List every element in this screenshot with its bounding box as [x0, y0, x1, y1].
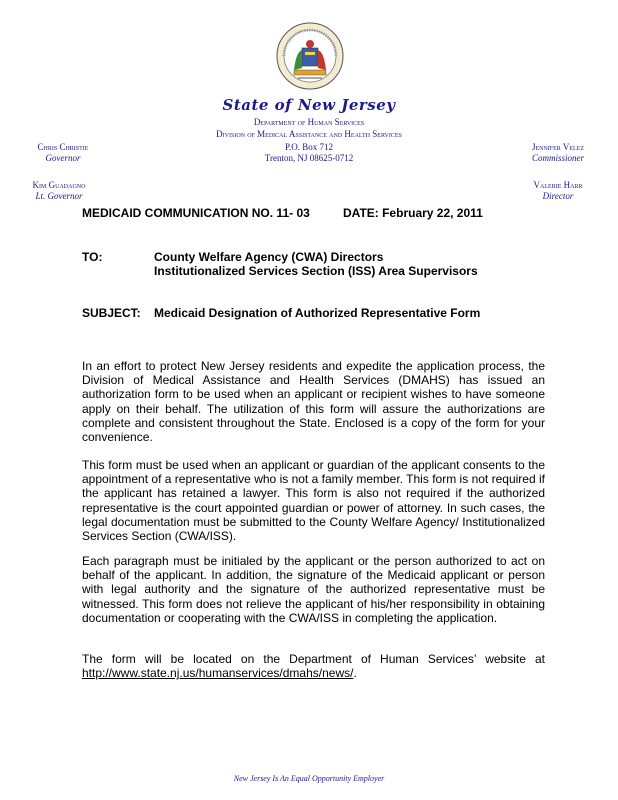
- state-seal-icon: [276, 22, 344, 90]
- department-name: Department of Human Services: [253, 117, 365, 127]
- address-line-1: P.O. Box 712: [284, 142, 333, 152]
- official-title: Director: [542, 191, 574, 201]
- paragraph-4: [82, 652, 545, 680]
- official-director: [508, 180, 608, 202]
- official-title: Lt. Governor: [35, 191, 83, 201]
- paragraph-1: In an effort to protect New Jersey residents and expedite the application process, the Division of Medical Assistance and Health Services (DMAHS) has issued an authorization form to be used when an applicant or recipient wishes to have someone apply on their behalf. The utilization of this form will assure the authorizations are complete and consistent throughout the State. Enclosed is a copy of the form for your convenience.: [82, 359, 545, 445]
- to-recipient-1: County Welfare Agency (CWA) Directors: [154, 250, 384, 264]
- paragraph-2: This form must be used when an applicant or guardian of the applicant consents to the appointment of a representative who is not a family member. This form is not required if the applicant has retained a lawyer. This form is also not required if the authorized representative is the court appointed guardian or power of attorney. In such cases, the legal documentation must be submitted to the County Welfare Agency/ Institutionalized Services Section (CWA/ISS).: [82, 458, 545, 544]
- paragraph-3: Each paragraph must be initialed by the applicant or the person authorized to act on behalf of the applicant. In addition, the signature of the Medicaid applicant or person with legal authority and the signature of the authorized representative must be witnessed. This form does not relieve the applicant of his/her responsibility in obtaining documentation or cooperating with the CWA/ISS in completing the application.: [82, 554, 545, 625]
- address-line-2: Trenton, NJ 08625-0712: [264, 153, 354, 163]
- footer-text: New Jersey Is An Equal Opportunity Employer: [233, 774, 385, 783]
- official-name: Valerie Harr: [533, 180, 583, 190]
- paragraph-4-text: The form will be located on the Department of Human Services’ website at: [82, 652, 545, 666]
- official-title: Governor: [45, 153, 81, 163]
- subject-label: SUBJECT:: [82, 306, 141, 320]
- memo-date: DATE: February 22, 2011: [343, 206, 483, 220]
- official-governor: [18, 142, 108, 164]
- official-commissioner: [508, 142, 608, 164]
- official-name: Chris Christie: [37, 142, 89, 152]
- to-label: TO:: [82, 250, 103, 264]
- official-name: Jennifer Velez: [531, 142, 585, 152]
- to-recipient-2: Institutionalized Services Section (ISS) Area Supervisors: [154, 264, 478, 278]
- subject-text: Medicaid Designation of Authorized Representative Form: [154, 306, 481, 320]
- division-name: Division of Medical Assistance and Health Services: [216, 129, 402, 139]
- dhs-website-link[interactable]: http://www.state.nj.us/humanservices/dmahs/news/: [82, 666, 354, 681]
- official-title: Commissioner: [531, 153, 584, 163]
- communication-number: MEDICAID COMMUNICATION NO. 11- 03: [82, 206, 310, 220]
- official-name: Kim Guadagno: [32, 180, 86, 190]
- official-lt-governor: [14, 180, 104, 202]
- paragraph-4-end: .: [353, 666, 357, 681]
- state-title: State of New Jersey: [222, 96, 396, 114]
